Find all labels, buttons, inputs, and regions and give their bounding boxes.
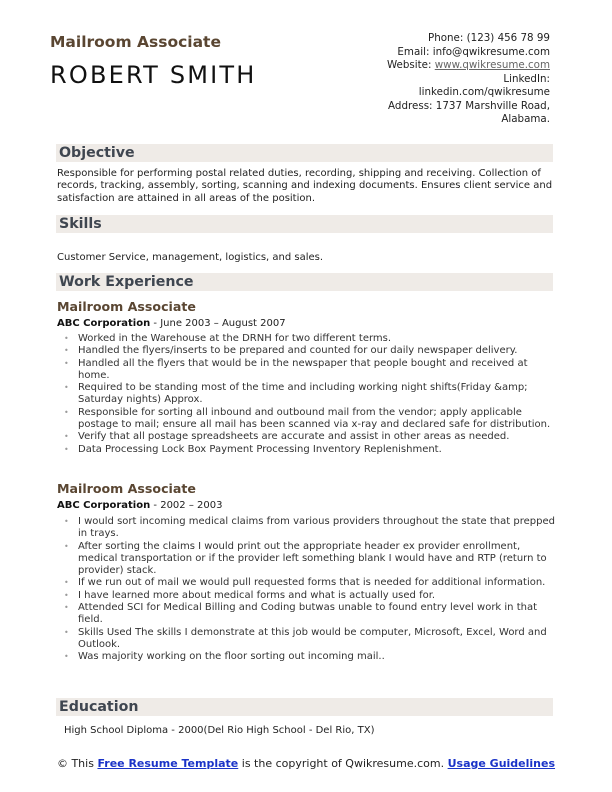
job-1-bullet: • Data Processing Lock Box Payment Processing Inventory Replenishment. <box>57 444 557 456</box>
job-1-company: ABC Corporation <box>57 318 151 329</box>
contact-block <box>330 32 550 127</box>
job-2-bullets <box>57 516 557 664</box>
section-heading-work-experience: Work Experience <box>56 273 553 291</box>
job-2-bullet: • Skills Used The skills I demonstrate at this job would be computer, Microsoft, Excel, Word and Outlook. <box>57 627 557 652</box>
job-1-bullet: • Required to be standing most of the time and including working night shifts(Friday &amp; Saturday nights) Approx. <box>57 382 557 407</box>
section-heading-education: Education <box>56 698 553 716</box>
job-2-bullet: • I would sort incoming medical claims from various providers throughout the state that prepped in trays. <box>57 516 557 541</box>
job-2-bullet: • After sorting the claims I would print out the appropriate header ex provider enrollment, medical transportation or if the provider left something blank I would have and RTP (return to provider) stack. <box>57 541 557 578</box>
job-1-bullet: • Responsible for sorting all inbound and outbound mail from the vendor; apply applicable postage to mail; ensure all mail has been scanned via x-ray and declared safe for distribution. <box>57 407 557 432</box>
website-label: Website: <box>386 59 435 71</box>
section-heading-skills: Skills <box>56 215 553 233</box>
job-2-dates: - 2002 – 2003 <box>150 500 223 511</box>
candidate-name: ROBERT SMITH <box>50 61 257 89</box>
job-2-title: Mailroom Associate <box>57 481 196 496</box>
contact-address-line2: Alabama. <box>501 113 550 125</box>
job-1-bullet: • Verify that all postage spreadsheets are accurate and assist in other areas as needed. <box>57 431 557 443</box>
contact-linkedin-label: LinkedIn: <box>503 72 550 85</box>
skills-text: Customer Service, management, logistics, and sales. <box>57 252 324 263</box>
free-resume-template-link[interactable]: Free Resume Template <box>97 757 239 770</box>
resume-job-title: Mailroom Associate <box>50 33 221 51</box>
job-2-company-line <box>57 500 222 511</box>
contact-phone: Phone: (123) 456 78 99 <box>427 32 550 44</box>
contact-address-line1: Address: 1737 Marshville Road, <box>388 99 550 112</box>
contact-website <box>330 59 550 73</box>
objective-text: Responsible for performing postal related duties, recording, shipping and receiving. Collection of records, tracking, assembly, sorting, scanning and indexing documents. Ensures client service and satisfaction are attained in all areas of the position. <box>57 168 553 204</box>
contact-email: Email: info@qwikresume.com <box>397 45 550 58</box>
job-2-bullet: • Was majority working on the floor sorting out incoming mail.. <box>57 651 557 663</box>
job-1-bullets <box>57 333 557 456</box>
job-1-company-line <box>57 318 286 329</box>
job-2-bullet: • If we run out of mail we would pull requested forms that is needed for additional information. <box>57 577 557 589</box>
website-link[interactable]: www.qwikresume.com <box>434 59 550 71</box>
copyright-footer <box>0 757 612 771</box>
usage-guidelines-link[interactable]: Usage Guidelines <box>447 757 556 770</box>
footer-middle: is the copyright of Qwikresume.com. <box>238 757 448 770</box>
job-1-title: Mailroom Associate <box>57 299 196 314</box>
job-2-company: ABC Corporation <box>57 500 151 511</box>
footer-prefix: © This <box>56 757 98 770</box>
contact-linkedin-value: linkedin.com/qwikresume <box>418 86 550 98</box>
job-1-bullet: • Worked in the Warehouse at the DRNH for two different terms. <box>57 333 557 345</box>
job-2-bullet: • I have learned more about medical forms and what is actually used for. <box>57 590 557 602</box>
job-1-dates: - June 2003 – August 2007 <box>150 318 286 329</box>
job-2-bullet: • Attended SCI for Medical Billing and Coding butwas unable to found entry level work in that field. <box>57 602 557 627</box>
education-text: High School Diploma - 2000(Del Rio High School - Del Rio, TX) <box>64 725 375 736</box>
section-heading-objective: Objective <box>56 144 553 162</box>
job-1-bullet: • Handled the flyers/inserts to be prepared and counted for our daily newspaper delivery. <box>57 345 557 357</box>
job-1-bullet: • Handled all the flyers that would be in the newspaper that people bought and received at home. <box>57 358 557 383</box>
